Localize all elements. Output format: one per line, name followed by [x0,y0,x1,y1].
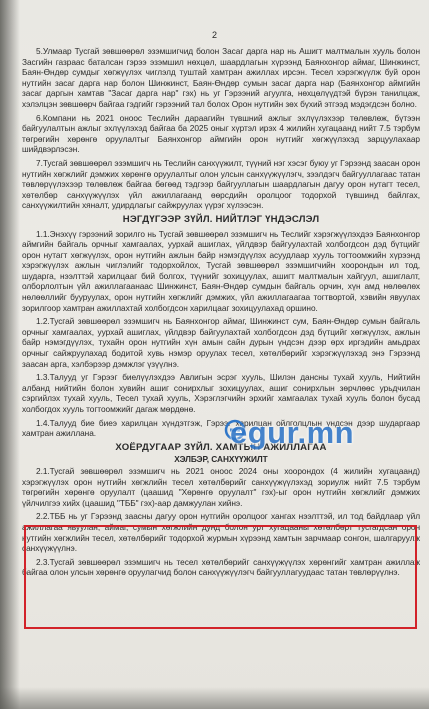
left-edge-shadow [0,0,20,709]
paragraph-1-4: 1.4.Талууд бие биеэ харилцан хүндэтгэж, Гэрээг харилцан ойлголцлын үндсэн дээр шударгаар хамтран ажиллана. [22,417,420,439]
chapter-2-subtitle: ХЭЛБЭР, САНХҮҮЖИЛТ [174,454,268,465]
paragraph-1-3: 1.3.Талууд уг Гэрээг биелүүлэхдээ Авлигын эсрэг хууль, Шилэн дансны тухай хууль, Нийтийн албанд нийтийн болон хувийн ашиг сонирхлыг зохицуулах, ашиг сонирхлын зөрчлөөс урьдчилан сэргийлэх тухай хууль, Тесел тухай хууль, Хэрэглэгчийн эрхийг хамгаалах тухай хууль болон бусад холбогдох хууль тогтоомжийг дагаж мөрдөнө. [22,372,420,414]
paragraph-1-1: 1.1.Энэхүү гэрээний зорилго нь Тусгай зөвшөөрөл эзэмшигч нь Теслийг хэрэгжүүлэхдээ Баянхонгор аймгийн байгаль орчныг хамгаалах, уурхай ашиглах, үйлдвэр байгуулахтай холбогдсон дэд бүтцийг орон нутагт хөгжүүлэх, орон нутгийн ажлын байр нэмэгдүүлэх асуудлаар хууль тогтоомжийн хүрээнд хэрэгжүүлэх ажлын чиглэлийг тодорхойлох, Тусгай зөвшөөрөл эзэмшигчийн хоорондын ил тод, шударга, нээлттэй харилцааг бий болгох, түүнийг зохицуулах, ашигт малтмалын хайгуул, ашиглалт, олборлолтын үйл ажиллагаанаас Шинжинст, Баян-Өндөр сумдын байгаль орчин, хүн амд нөлөөлөх нөлөөллийг бууруулах, орон нутгийн хөгжлийг дэмжих, үйл ажиллагаагаа тогтвортой, хэвийн явуулах зорилгоор хамтран ажиллахтай холбогдсон харилцааг зохицуулахад оршино. [22,228,420,313]
document-body [22,46,420,581]
watermark-prefix: egu [230,415,287,450]
paragraph-2-2: 2.2.ТББ нь уг Гэрээнд заасны дагуу орон нутгийн оролцоог хангах нээлттэй, ил тод байдлаар үйл ажиллагаа явуулан, аймаг, сумын хөгжлийн дунд болон урт хугацааны хөтөлбөрт тусгагдсан орон нутгийн хөгжлийн тесел, хөтөлбөрийг тодорхой журмын хүрээнд хамтын зарчмаар сонгон, шалгаруулж санхүүжүүлнэ. [22,511,420,554]
bottom-edge-shadow [0,687,429,709]
paragraph-7: 7.Тусгай зөвшөөрөл эзэмшигч нь Теслийн санхүүжилт, түүний нэг хэсэг буюу уг Гэрээнд заасан орон нутгийн хөгжлийг дэмжих хөрөнгө оруулалтыг олон улсын санхүүжүүлэгч, зээлдэгч байгууллагаас татан төвлөрүүлэхээр төлөвлөж байгаа бөгөөд тэдгээр байгууллагын шаардлагын дагуу орон нутагт тесел, хөтөлбөр санхүүжүүлэх үйл ажиллагаанд өөрсдийн оролцоог тодорхой түвшинд байлгах, санхүүжилтийн хяналт, удирдлагыг сайжруулах үүрэг хүлээсэн. [22,157,420,211]
chapter-2-title: ХОЁРДУГААР ЗҮЙЛ. ХАМТЫН АЖИЛЛАГАА [115,441,327,453]
chapter-1-title: НЭГДҮГЭЭР ЗҮЙЛ. НИЙТЛЭГ ҮНДЭСЛЭЛ [122,213,320,225]
page-number: 2 [211,30,217,40]
paragraph-1-2: 1.2.Тусгай зөвшөөрөл эзэмшигч нь Баянхонгор аймаг, Шинжинст сум, Баян-Өндөр сумын байгаль орчныг хамгаалах, уурхай ашиглах, үйлдвэр байгуулахтай холбогдсон дэд бүтцийг хөгжүүлэх, ажлын байр нэмэгдүүлэх, тухайн орон нутгийн хүн амын сайн дурын үндсэн дээр өрх иргэдийн амьдрах орчныг сайжруулахад бодитой хувь нэмэр оруулах тесел, хөтөлбөрийг хэрэгжүүлэхэд энэ Гэрээнд заасан арга, хэлбэрээр дэмжлэг үзүүлнэ. [22,316,420,369]
red-highlight-box [24,525,417,629]
watermark-logo [230,415,354,451]
paragraph-5: 5.Улмаар Тусгай зөвшөөрөл эзэмшигчид болон Засаг дарга нар нь Ашигт малтмалын хууль болон Засгийн газраас баталсан гэрээ эзэмшил нөхцөл, шаардлагын хүрээнд Баянхонгор аймаг, Шинжинст, Баян-Өндөр сумдыг хөгжүүлэх чиглэлд туштай хамтран ажиллах ирсэн. Тесел хэрэгжүүлж буй орон нутгийн засаг дарга нар болон Шинжинст, Баян-Өндөр сумын засаг дарга нар (Баянхонгор аймгийн засаг даргын хамтав "Засаг дарга нар" гэх) нь уг Гэрээний агуулга, нөхцөлүүдтэй бүрэн танилцаж, хэлэлцэн зөвшөөрч байгаа гэдгийг гэрээний тал болох Орон нутгийн зөх бүхий этгээд мэдэгдсэн болно. [22,46,420,109]
paragraph-6: 6.Компани нь 2021 оноос Теслийн дараагийн түвшний ажлыг эхлүүлэхээр төлөвлөж, бүтээн байгуулалтын ажлыг эхлүүлэхэд байгаа ба 2025 оныг хүртэл ирэх 4 жилийн хугацаанд нийт 7.5 тэрбум төгрөгийн хөрөнгө оруулалтыг Баянхонгор аймгийн орон нутгийг хөгжүүлэхэд зарцуулахаар шийдвэрлэсэн. [22,112,420,155]
paragraph-2-1: 2.1.Тусгай зөвшөөрөл эзэмшигч нь 2021 оноос 2024 оны хоорондох (4 жилийн хугацаанд) хэрэгжүүлэх орон нутгийн хөгжлийн тесел хөтөлбөрийг санхүүжүүлэхэд зориулж нийт 7.5 тэрбум төгрөгийн хөрөнгө оруулалт (цаашид "Хөрөнгө оруулалт" гэх)-ыг орон нутгийн хөгжлийг дэмжих үйлчилгээ хийх (цаашид "ТББ" гэх)-аар дамжуулан хийнэ. [22,465,420,508]
paragraph-2-3: 2.3.Тусгай зөвшөөрөл эзэмшигч нь тесел хөтөлбөрийг санхүүжүүлэх хөрөнгийг хамтран ажиллаж байгаа олон улсын хөрөнгө оруулагчид болон санхүүжүүлэгч байгууллагуудаас татан төвлөрүүлнэ. [22,556,420,578]
watermark-suffix: r.mn [286,415,355,450]
